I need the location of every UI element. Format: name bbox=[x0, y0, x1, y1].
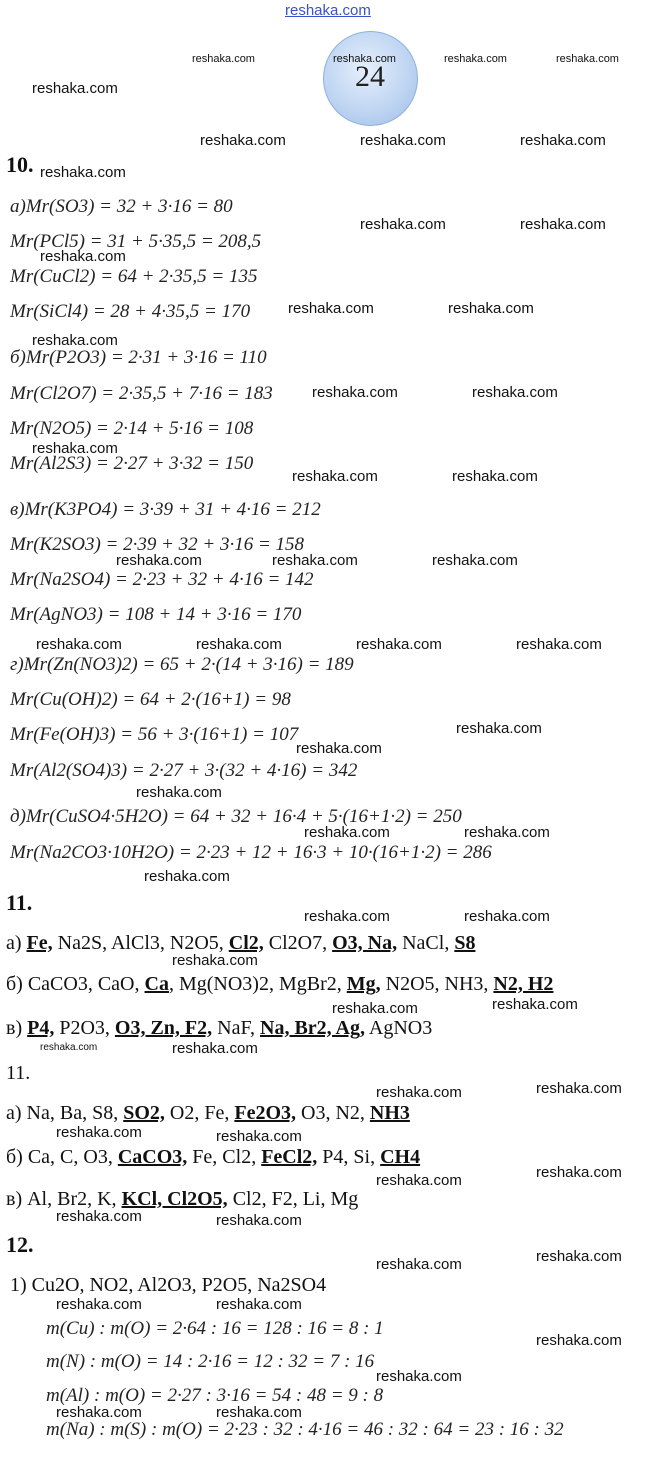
watermark: reshaka.com bbox=[464, 908, 550, 925]
task10-formula: Mr(K2SO3) = 2·39 + 32 + 3·16 = 158 bbox=[10, 534, 305, 555]
watermark: reshaka.com bbox=[144, 868, 230, 885]
simple-substance-highlight: P4, bbox=[27, 1017, 55, 1039]
task12-formula: m(Al) : m(O) = 2·27 : 3·16 = 54 : 48 = 9 : 8 bbox=[46, 1385, 384, 1406]
substance-text: O3, N2, bbox=[296, 1102, 370, 1124]
simple-substance-highlight: KCl, Cl2O5, bbox=[121, 1188, 228, 1210]
watermark: reshaka.com bbox=[40, 164, 126, 181]
watermark: reshaka.com bbox=[192, 53, 255, 65]
watermark: reshaka.com bbox=[556, 53, 619, 65]
substance-text: CaCO3, CaO, bbox=[27, 973, 145, 995]
simple-substance-highlight: Na, Br2, Ag, bbox=[260, 1017, 365, 1039]
watermark: reshaka.com bbox=[360, 216, 446, 233]
watermark: reshaka.com bbox=[216, 1404, 302, 1421]
watermark: reshaka.com bbox=[272, 552, 358, 569]
watermark: reshaka.com bbox=[288, 300, 374, 317]
watermark: reshaka.com bbox=[452, 468, 538, 485]
watermark: reshaka.com bbox=[40, 1042, 98, 1053]
watermark: reshaka.com bbox=[36, 636, 122, 653]
substance-text: Ca, C, O3, bbox=[27, 1146, 118, 1168]
watermark: reshaka.com bbox=[376, 1172, 462, 1189]
watermark: reshaka.com bbox=[296, 740, 382, 757]
watermark: reshaka.com bbox=[376, 1084, 462, 1101]
substance-text: Fe, Cl2, bbox=[187, 1146, 262, 1168]
task12-formula: m(Cu) : m(O) = 2·64 : 16 = 128 : 16 = 8 : 1 bbox=[46, 1318, 384, 1339]
watermark: reshaka.com bbox=[216, 1296, 302, 1313]
watermark: reshaka.com bbox=[136, 784, 222, 801]
watermark: reshaka.com bbox=[200, 132, 286, 149]
substance-text: O2, Fe, bbox=[164, 1102, 235, 1124]
watermark: reshaka.com bbox=[472, 384, 558, 401]
watermark: reshaka.com bbox=[116, 552, 202, 569]
substance-text: P2O3, bbox=[54, 1017, 115, 1039]
task11a-row bbox=[6, 1017, 432, 1040]
task10-formula: а)Mr(SO3) = 32 + 3·16 = 80 bbox=[10, 196, 233, 217]
task10-formula: в)Mr(K3PO4) = 3·39 + 31 + 4·16 = 212 bbox=[10, 499, 321, 520]
watermark: reshaka.com bbox=[360, 132, 446, 149]
task10-formula: д)Mr(CuSO4·5H2O) = 64 + 32 + 16·4 + 5·(16+1·2) = 250 bbox=[10, 806, 462, 827]
row-label: а) bbox=[6, 932, 27, 954]
watermark: reshaka.com bbox=[536, 1164, 622, 1181]
watermark: reshaka.com bbox=[376, 1368, 462, 1385]
watermark: reshaka.com bbox=[312, 384, 398, 401]
simple-substance-highlight: CH4 bbox=[380, 1146, 421, 1168]
row-label: в) bbox=[6, 1188, 28, 1210]
task10-formula: Mr(Al2S3) = 2·27 + 3·32 = 150 bbox=[10, 453, 254, 474]
watermark: reshaka.com bbox=[40, 248, 126, 265]
watermark: reshaka.com bbox=[536, 1248, 622, 1265]
watermark: reshaka.com bbox=[304, 908, 390, 925]
substance-text: Na, Ba, S8, bbox=[26, 1102, 124, 1124]
task10-formula: Mr(Cl2O7) = 2·35,5 + 7·16 = 183 bbox=[10, 383, 273, 404]
simple-substance-highlight: S8 bbox=[454, 932, 476, 954]
task12-list: 1) Cu2O, NO2, Al2O3, P2O5, Na2SO4 bbox=[10, 1274, 327, 1296]
watermark: reshaka.com bbox=[492, 996, 578, 1013]
substance-text: NaF, bbox=[212, 1017, 260, 1039]
watermark: reshaka.com bbox=[292, 468, 378, 485]
task11b-row bbox=[6, 1146, 420, 1169]
watermark: reshaka.com bbox=[304, 824, 390, 841]
row-label: а) bbox=[6, 1102, 27, 1124]
task10-formula: г)Mr(Zn(NO3)2) = 65 + 2·(14 + 3·16) = 189 bbox=[10, 654, 354, 675]
watermark: reshaka.com bbox=[32, 332, 118, 349]
watermark: reshaka.com bbox=[444, 53, 507, 65]
row-label: в) bbox=[6, 1017, 28, 1039]
row-label: б) bbox=[6, 1146, 28, 1168]
task12-formula: m(Na) : m(S) : m(O) = 2·23 : 32 : 4·16 = 46 : 32 : 64 = 23 : 16 : 32 bbox=[46, 1419, 564, 1440]
watermark: reshaka.com bbox=[432, 552, 518, 569]
watermark: reshaka.com bbox=[448, 300, 534, 317]
task10-formula: Mr(CuCl2) = 64 + 2·35,5 = 135 bbox=[10, 266, 258, 287]
watermark: reshaka.com bbox=[216, 1128, 302, 1145]
watermark: reshaka.com bbox=[356, 636, 442, 653]
watermark: reshaka.com bbox=[56, 1404, 142, 1421]
watermark: reshaka.com bbox=[464, 824, 550, 841]
task10-formula: Mr(AgNO3) = 108 + 14 + 3·16 = 170 bbox=[10, 604, 302, 625]
row-label: б) bbox=[6, 973, 28, 995]
task10-formula: Mr(N2O5) = 2·14 + 5·16 = 108 bbox=[10, 418, 254, 439]
simple-substance-highlight: Cl2, bbox=[228, 932, 264, 954]
watermark: reshaka.com bbox=[32, 80, 118, 97]
substance-text: Cl2, F2, Li, Mg bbox=[227, 1188, 359, 1210]
watermark: reshaka.com bbox=[56, 1296, 142, 1313]
simple-substance-highlight: NH3 bbox=[369, 1102, 410, 1124]
simple-substance-highlight: N2, H2 bbox=[493, 973, 554, 995]
watermark: reshaka.com bbox=[56, 1208, 142, 1225]
watermark: reshaka.com bbox=[172, 952, 258, 969]
substance-text: AgNO3 bbox=[365, 1017, 433, 1039]
site-link[interactable]: reshaka.com bbox=[285, 2, 371, 19]
simple-substance-highlight: Ca bbox=[144, 973, 169, 995]
watermark: reshaka.com bbox=[56, 1124, 142, 1141]
task11a-row bbox=[6, 973, 553, 996]
task10-formula: Mr(Fe(OH)3) = 56 + 3·(16+1) = 107 bbox=[10, 724, 299, 745]
watermark: reshaka.com bbox=[516, 636, 602, 653]
watermark: reshaka.com bbox=[32, 440, 118, 457]
watermark: reshaka.com bbox=[333, 53, 396, 65]
page-number: 24 bbox=[355, 60, 385, 93]
simple-substance-highlight: SO2, bbox=[123, 1102, 165, 1124]
simple-substance-highlight: Mg, bbox=[346, 973, 381, 995]
task10-formula: Mr(Al2(SO4)3) = 2·27 + 3·(32 + 4·16) = 342 bbox=[10, 760, 358, 781]
task10-formula: Mr(PCl5) = 31 + 5·35,5 = 208,5 bbox=[10, 231, 262, 252]
watermark: reshaka.com bbox=[172, 1040, 258, 1057]
substance-text: Al, Br2, K, bbox=[27, 1188, 122, 1210]
simple-substance-highlight: Fe, bbox=[26, 932, 53, 954]
substance-text: NaCl, bbox=[397, 932, 455, 954]
watermark: reshaka.com bbox=[520, 216, 606, 233]
task11b-row bbox=[6, 1102, 410, 1125]
watermark: reshaka.com bbox=[376, 1256, 462, 1273]
task11a-heading: 11. bbox=[6, 890, 33, 915]
substance-text: P4, Si, bbox=[317, 1146, 381, 1168]
watermark: reshaka.com bbox=[536, 1332, 622, 1349]
watermark: reshaka.com bbox=[332, 1000, 418, 1017]
substance-text: N2O5, NH3, bbox=[380, 973, 494, 995]
task12-heading: 12. bbox=[6, 1232, 34, 1257]
watermark: reshaka.com bbox=[196, 636, 282, 653]
watermark: reshaka.com bbox=[520, 132, 606, 149]
simple-substance-highlight: O3, Na, bbox=[332, 932, 398, 954]
simple-substance-highlight: CaCO3, bbox=[117, 1146, 188, 1168]
watermark: reshaka.com bbox=[536, 1080, 622, 1097]
substance-text: Cl2O7, bbox=[263, 932, 333, 954]
task10-formula: Mr(Na2SO4) = 2·23 + 32 + 4·16 = 142 bbox=[10, 569, 314, 590]
task11b-heading: 11. bbox=[6, 1062, 31, 1084]
substance-text: Na2S, AlCl3, N2O5, bbox=[52, 932, 229, 954]
task10-formula: Mr(SiCl4) = 28 + 4·35,5 = 170 bbox=[10, 301, 251, 322]
substance-text: , Mg(NO3)2, MgBr2, bbox=[168, 973, 347, 995]
task10-formula: б)Mr(P2O3) = 2·31 + 3·16 = 110 bbox=[10, 347, 267, 368]
task12-formula: m(N) : m(O) = 14 : 2·16 = 12 : 32 = 7 : 16 bbox=[46, 1351, 375, 1372]
simple-substance-highlight: Fe2O3, bbox=[234, 1102, 297, 1124]
task10-formula: Mr(Cu(OH)2) = 64 + 2·(16+1) = 98 bbox=[10, 689, 291, 710]
watermark: reshaka.com bbox=[456, 720, 542, 737]
simple-substance-highlight: O3, Zn, F2, bbox=[114, 1017, 213, 1039]
watermark: reshaka.com bbox=[216, 1212, 302, 1229]
simple-substance-highlight: FeCl2, bbox=[261, 1146, 318, 1168]
task10-heading: 10. bbox=[6, 152, 34, 177]
task10-formula: Mr(Na2CO3·10H2O) = 2·23 + 12 + 16·3 + 10·(16+1·2) = 286 bbox=[10, 842, 492, 863]
